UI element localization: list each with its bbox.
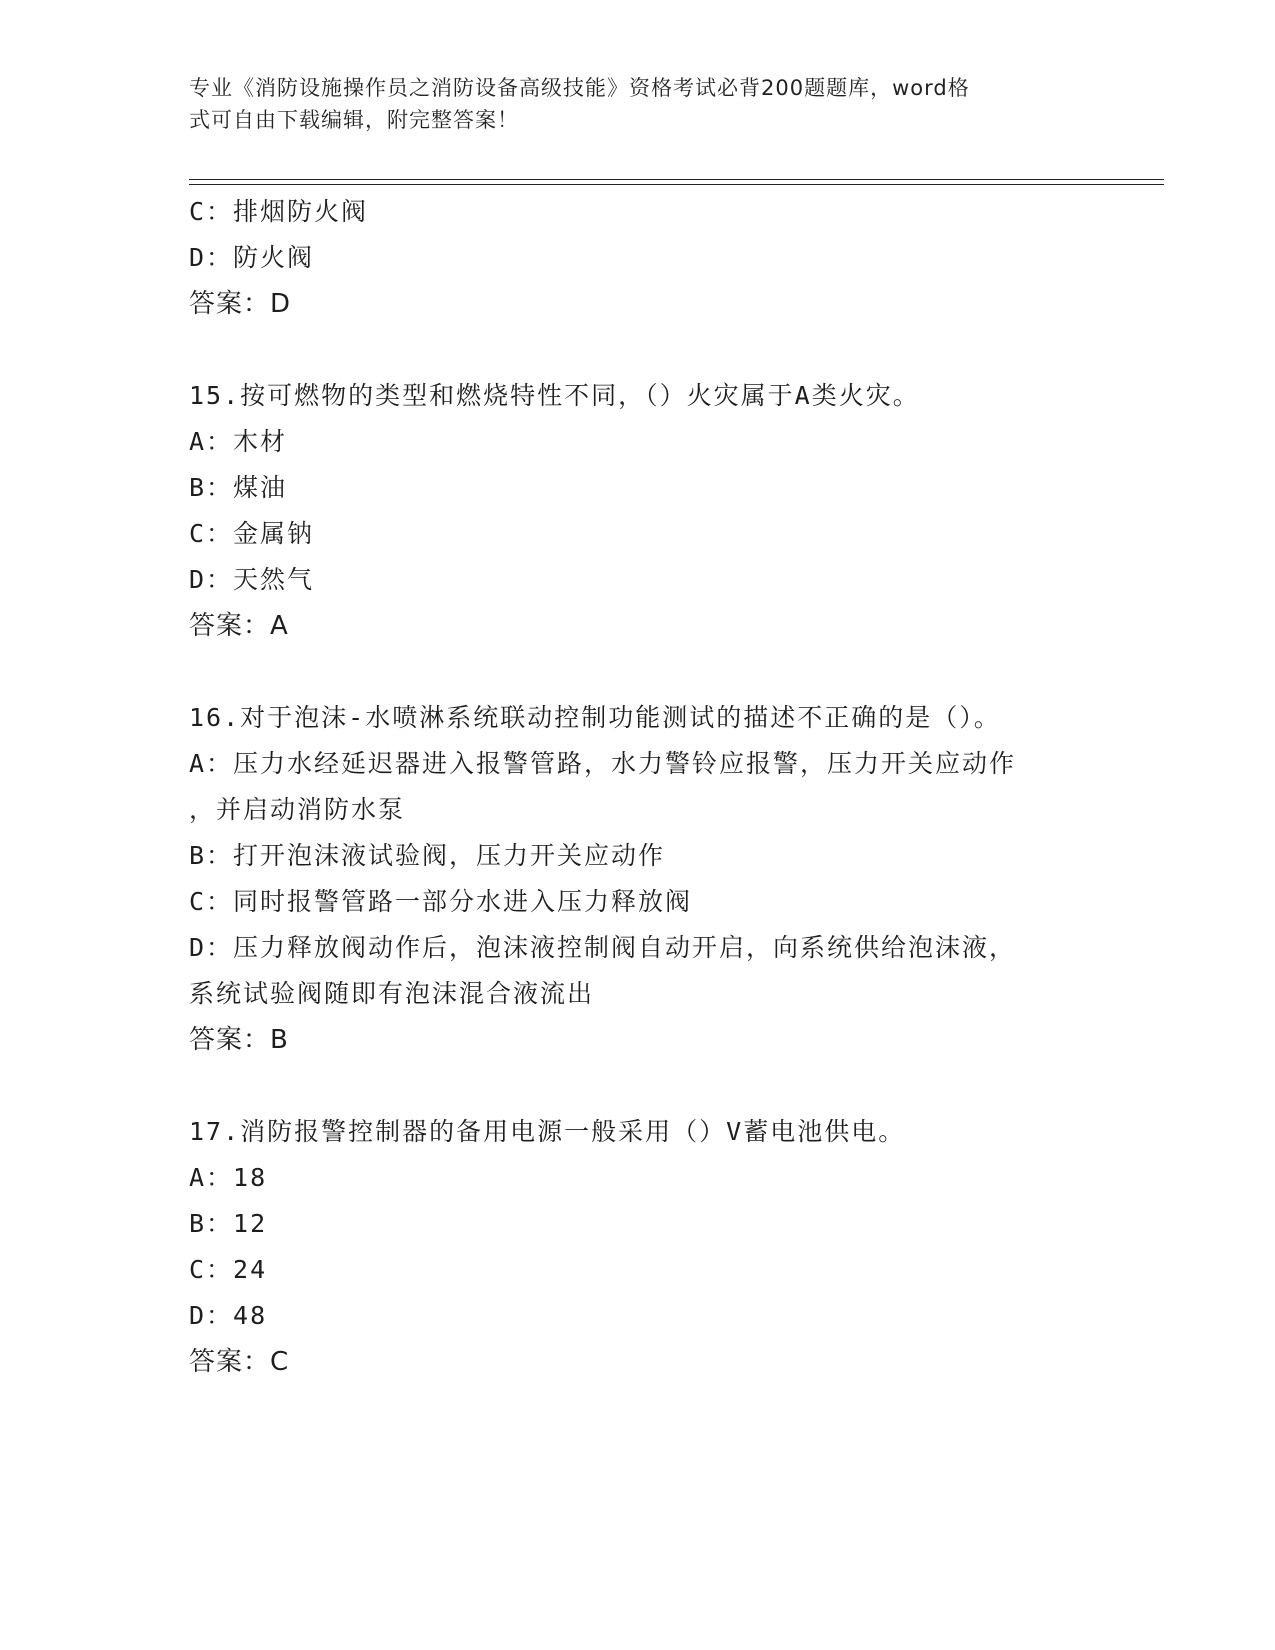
answer-line: 答案：A — [189, 611, 289, 641]
answer-line: 答案：B — [189, 1025, 289, 1055]
option-b: B：12 — [189, 1209, 268, 1238]
question-stem: 16.对于泡沫-水喷淋系统联动控制功能测试的描述不正确的是（）。 — [189, 703, 1001, 732]
question-17 — [189, 1109, 1089, 1385]
option-c: C：排烟防火阀 — [189, 197, 369, 226]
option-a: A：18 — [189, 1163, 268, 1192]
header-line-1: 专业《消防设施操作员之消防设备高级技能》资格考试必背200题题库，word格 — [189, 76, 970, 100]
answer-line: 答案：D — [189, 289, 292, 319]
option-b: B：煤油 — [189, 473, 288, 502]
option-a: A：木材 — [189, 427, 288, 456]
header-divider-top — [189, 179, 1164, 180]
option-d: D：天然气 — [189, 565, 315, 594]
previous-question-tail — [189, 189, 1089, 327]
option-a-continued: ，并启动消防水泵 — [189, 795, 406, 824]
option-d: D：压力释放阀动作后，泡沫液控制阀自动开启，向系统供给泡沫液， — [189, 933, 1017, 962]
option-b: B：打开泡沫液试验阀，压力开关应动作 — [189, 841, 666, 870]
option-c: C：同时报警管路一部分水进入压力释放阀 — [189, 887, 693, 916]
option-c: C：金属钠 — [189, 519, 315, 548]
question-15 — [189, 373, 1089, 649]
answer-line: 答案：C — [189, 1347, 290, 1377]
option-a: A：压力水经延迟器进入报警管路，水力警铃应报警，压力开关应动作 — [189, 749, 1017, 778]
header-line-2: 式可自由下载编辑，附完整答案！ — [189, 108, 519, 132]
question-content — [189, 189, 1089, 1385]
option-d-continued: 系统试验阀随即有泡沫混合液流出 — [189, 979, 595, 1008]
question-16 — [189, 695, 1089, 1063]
question-stem: 15.按可燃物的类型和燃烧特性不同，（）火灾属于A类火灾。 — [189, 381, 920, 410]
option-d: D：防火阀 — [189, 243, 315, 272]
question-stem: 17.消防报警控制器的备用电源一般采用（）V蓄电池供电。 — [189, 1117, 906, 1146]
option-d: D：48 — [189, 1301, 268, 1330]
header-divider-bottom — [189, 184, 1164, 185]
option-c: C：24 — [189, 1255, 268, 1284]
document-header — [189, 72, 1089, 136]
